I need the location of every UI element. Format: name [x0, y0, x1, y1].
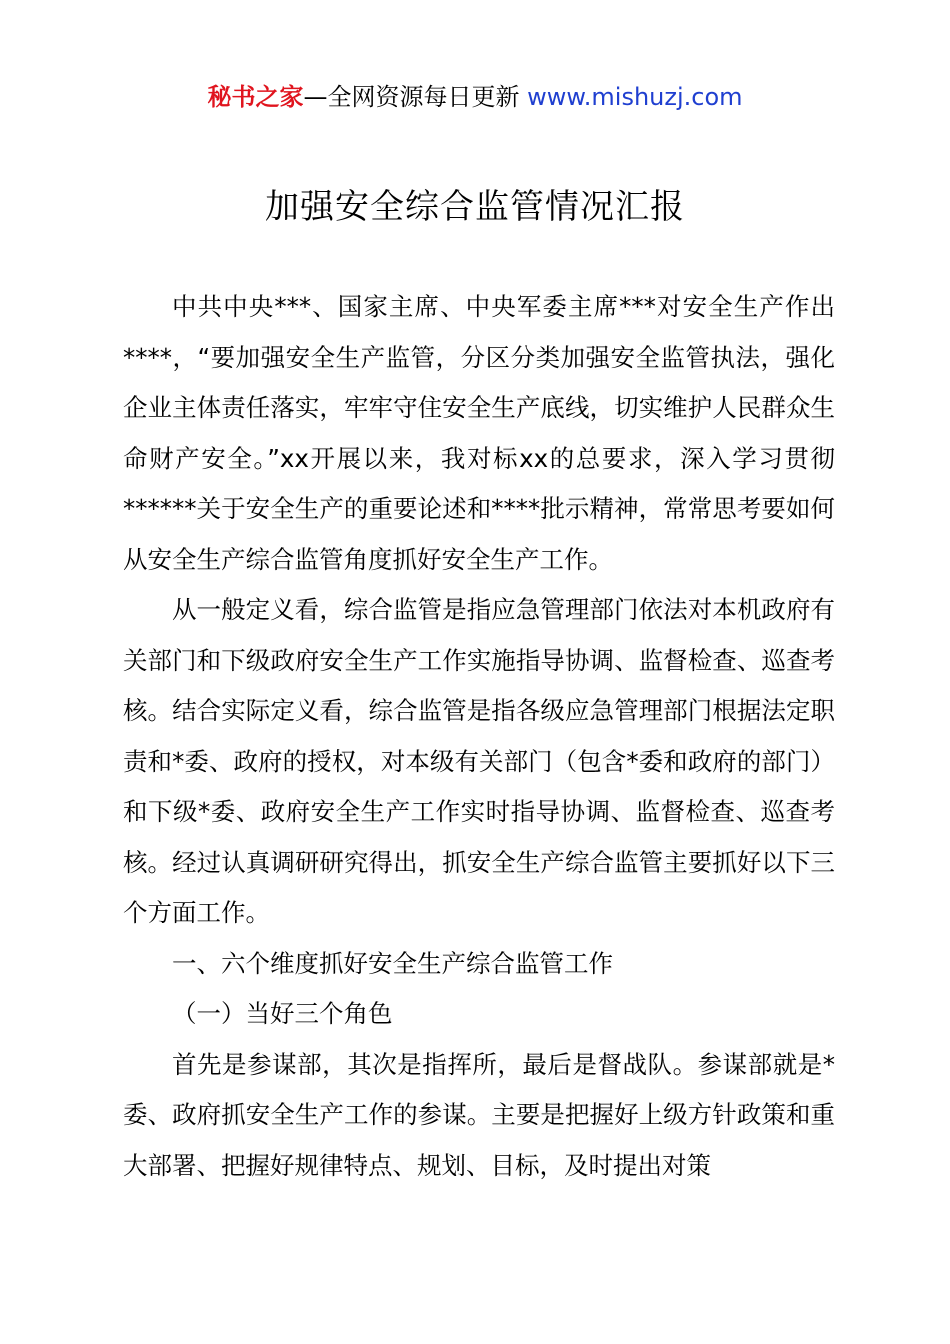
header-brand: 秘书之家 [207, 83, 304, 111]
document-body [123, 282, 835, 1191]
section-heading: 一、六个维度抓好安全生产综合监管工作 [172, 948, 613, 978]
paragraph: 首先是参谋部，其次是指挥所，最后是督战队。参谋部就是*委、政府抓安全生产工作的参谋。主要是把握好上级方针政策和重大部署、把握好规律特点、规划、目标，及时提出对策 [123, 1049, 835, 1180]
document-header [0, 80, 950, 114]
document-title: 加强安全综合监管情况汇报 [265, 187, 685, 227]
subsection-heading: （一）当好三个角色 [172, 999, 393, 1028]
paragraph: 从一般定义看，综合监管是指应急管理部门依法对本机政府有关部门和下级政府安全生产工作实施指导协调、监督检查、巡查考核。结合实际定义看，综合监管是指各级应急管理部门根据法定职责和*委、政府的授权，对本级有关部门（包含*委和政府的部门）和下级*委、政府安全生产工作实时指导协调、监督检查、巡查考核。经过认真调研研究得出，抓安全生产综合监管主要抓好以下三个方面工作。 [123, 595, 835, 927]
header-site-link[interactable]: www.mishuzj.com [519, 83, 743, 111]
paragraph: 中共中央***、国家主席、中央军委主席***对安全生产作出****，“要加强安全生产监管，分区分类加强安全监管执法，强化企业主体责任落实，牢牢守住安全生产底线，切实维护人民群众生命财产安全。”xx开展以来，我对标xx的总要求，深入学习贯彻******关于安全生产的重要论述和****批示精神，常常思考要如何从安全生产综合监管角度抓好安全生产工作。 [123, 292, 835, 574]
header-tagline: —全网资源每日更新 [303, 83, 520, 111]
